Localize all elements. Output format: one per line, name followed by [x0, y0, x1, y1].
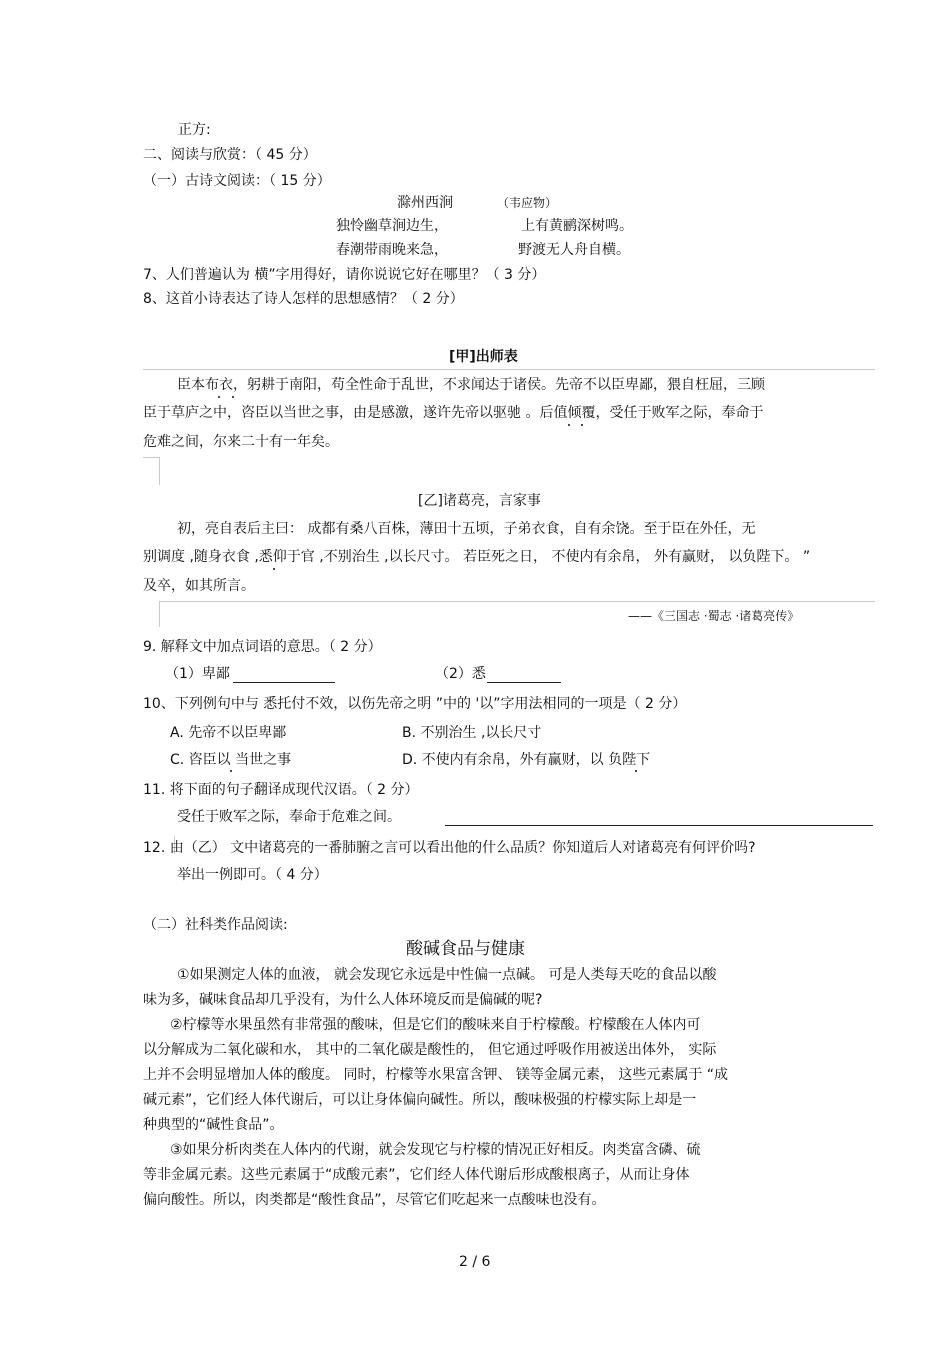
passage-jia-line-3: 危难之间，尔来二十有一年矣。 [143, 434, 339, 450]
poem-line-2b: 野渡无人舟自横。 [518, 242, 630, 258]
part2-heading: （二）社科类作品阅读: [143, 917, 288, 933]
article-line-6: 碱元素”，它们经人体代谢后，可以让身体偏向碱性。所以，酸味极强的柠檬实际上却是一 [143, 1092, 697, 1108]
poem-author: （韦应物） [497, 196, 558, 210]
article-line-8: ③如果分析肉类在人体内的代谢，就会发现它与柠檬的情况正好相反。肉类富含磷、硫 [170, 1142, 701, 1158]
option-c: C. 咨臣以 当世之事 [170, 752, 292, 768]
article-line-7: 种典型的“碱性食品”。 [143, 1117, 284, 1133]
frame-rule [143, 457, 159, 458]
emphasis-dot [273, 568, 275, 570]
frame-rule [159, 601, 875, 602]
article-line-5: 上并不会明显增加人体的酸度。 同时，柠檬等水果富含钾、 镁等金属元素， 这些元素属于 “成 [143, 1067, 729, 1083]
passage-jia-title: [甲]出师表 [449, 349, 518, 365]
question-11: 11. 将下面的句子翻译成现代汉语。（ 2 分） [143, 782, 419, 798]
article-line-3: ②柠檬等水果虽然有非常强的酸味，但是它们的酸味来自于柠檬酸。柠檬酸在人体内可 [170, 1017, 701, 1033]
emphasis-dot [568, 424, 570, 426]
question-9-item-2: （2）悉 [435, 666, 486, 682]
article-line-2: 味为多，碱味食品却几乎没有，为什么人体环境反而是偏碱的呢? [143, 992, 543, 1008]
emphasis-dot [218, 396, 220, 398]
emphasis-dot [581, 424, 583, 426]
article-line-4: 以分解成为二氧化碳和水， 其中的二氧化碳是酸性的， 但它通过呼吸作用被送出体外， 实际 [143, 1042, 717, 1058]
emphasis-dot [232, 396, 234, 398]
header-fragment: 正方: [178, 122, 211, 138]
article-line-10: 偏向酸性。所以，肉类都是“酸性食品”，尽管它们吃起来一点酸味也没有。 [143, 1192, 606, 1208]
passage-yi-line-2: 别调度 ,随身衣食 ,悉仰于官 ,不别治生 ,以长尺寸。 若臣死之日， 不使内有余帛， 外有赢财， 以负陛下。 ” [143, 549, 811, 565]
passage-yi-title: [乙]诸葛亮，言家事 [418, 493, 541, 509]
passage-jia-top-rule [143, 369, 875, 370]
part1-heading: （一）古诗文阅读：（ 15 分） [143, 173, 331, 189]
frame-rule [159, 601, 160, 627]
question-9: 9. 解释文中加点词语的意思。（ 2 分） [143, 639, 382, 655]
option-d: D. 不使内有余帛，外有赢财，以 负陛下 [402, 752, 651, 768]
emphasis-dot [230, 770, 232, 772]
poem-line-1b: 上有黄鹂深树鸣。 [521, 218, 633, 234]
question-12-line-1: 12. 由（乙） 文中诸葛亮的一番肺腑之言可以看出他的什么品质？你知道后人对诸葛亮有何评价吗? [143, 840, 756, 856]
passage-yi-line-3: 及卒，如其所言。 [143, 578, 255, 594]
poem-title: 滁州西涧 [397, 195, 453, 211]
poem-line-1a: 独怜幽草涧边生， [336, 218, 448, 234]
question-8: 8、这首小诗表达了诗人怎样的思想感情？（ 2 分） [143, 291, 464, 307]
question-11-sentence: 受任于败军之际，奉命于危难之间。 [177, 809, 401, 825]
page-number: 2 / 6 [459, 1254, 491, 1270]
passage-yi-line-1: 初，亮自表后主曰： 成都有桑八百株，薄田十五顷，子弟衣食，自有余饶。至于臣在外任，无 [177, 521, 756, 537]
frame-rule [159, 457, 160, 485]
answer-blank[interactable] [233, 682, 335, 683]
option-b: B. 不别治生 ,以长尺寸 [402, 725, 542, 741]
question-9-item-1: （1）卑鄙 [165, 666, 230, 682]
question-12-line-2: 举出一例即可。（ 4 分） [177, 867, 328, 883]
answer-blank[interactable] [487, 682, 561, 683]
answer-blank[interactable] [445, 825, 873, 826]
emphasis-dot [635, 770, 637, 772]
passage-jia-line-1: 臣本布衣，躬耕于南阳，苟全性命于乱世，不求闻达于诸侯。先帝不以臣卑鄙，猥自枉屈，三顾 [177, 377, 765, 393]
passage-jia-line-2: 臣于草庐之中，咨臣以当世之事，由是感激，遂许先帝以驱驰 。后值倾覆，受任于败军之际，奉命于 [143, 405, 764, 421]
poem-line-2a: 春潮带雨晚来急， [336, 242, 448, 258]
question-10: 10、下列例句中与 悉托付不效，以伤先帝之明 ”中的 '以”字用法相同的一项是（ 2 分） [143, 696, 687, 712]
article-title: 酸碱食品与健康 [406, 939, 525, 959]
article-line-9: 等非金属元素。这些元素属于“成酸元素”，它们经人体代谢后形成酸根离子，从而让身体 [143, 1167, 690, 1183]
option-a: A. 先帝不以臣卑鄙 [170, 725, 287, 741]
section2-heading: 二、阅读与欣赏：（ 45 分） [143, 147, 317, 163]
passage-yi-source: ——《三国志 ·蜀志 ·诸葛亮传》 [628, 609, 800, 623]
question-7: 7、人们普遍认为 横”字用得好，请你说说它好在哪里？（ 3 分） [143, 267, 546, 283]
article-line-1: ①如果测定人体的血液， 就会发现它永远是中性偏一点碱。 可是人类每天吃的食品以酸 [177, 967, 717, 983]
